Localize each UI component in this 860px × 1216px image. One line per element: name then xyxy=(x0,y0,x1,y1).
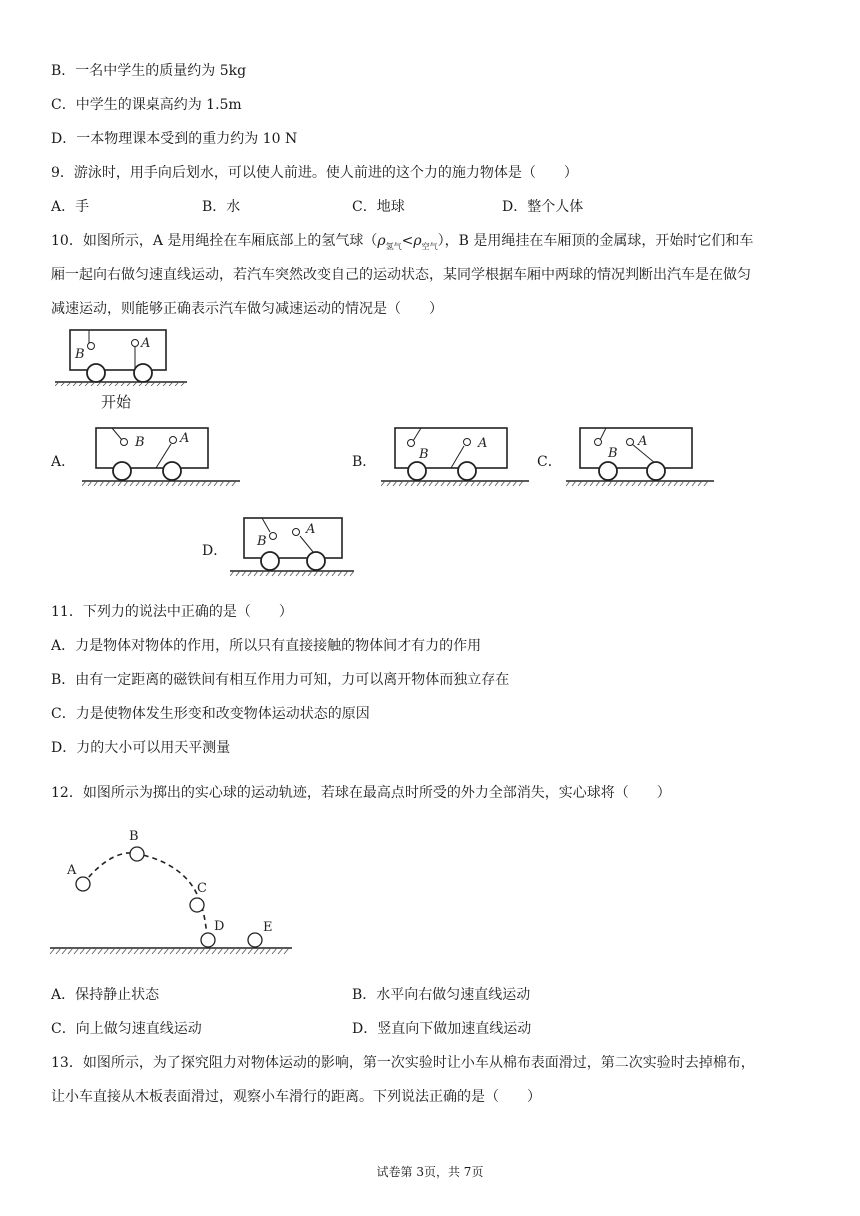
ball-d xyxy=(201,933,215,947)
svg-text:B: B xyxy=(135,435,145,450)
q10-option-c-figure xyxy=(566,420,716,490)
svg-text:A: A xyxy=(638,434,648,449)
q10-line2: 厢一起向右做匀速直线运动，若汽车突然改变自己的运动状态，某同学根据车厢中两球的情况判断出汽车是在做匀 xyxy=(51,267,751,283)
q10-option-d-figure xyxy=(230,510,360,580)
svg-text:B: B xyxy=(419,447,429,462)
q10-line1: 10．如图所示，A 是用绳拴在车厢底部上的氢气球$(\rho_{氢气}<\rho_{空气})$，B 是用绳挂在车厢顶的金属球，开始时它们和车 xyxy=(51,233,754,251)
q8-option-c: C．中学生的课桌高约为 1.5m xyxy=(51,97,242,113)
q11-option-a: A．力是物体对物体的作用，所以只有直接接触的物体间才有力的作用 xyxy=(51,638,482,654)
q13-line2: 让小车直接从木板表面滑过，观察小车滑行的距离。下列说法正确的是（ ） xyxy=(51,1089,541,1105)
ball-label-b: B xyxy=(75,347,85,362)
q9-stem: 9．游泳时，用手向后划水，可以使人前进。使人前进的这个力的施力物体是（ ） xyxy=(51,165,578,181)
q10-option-a-label: A． xyxy=(51,454,76,470)
q13-line1: 13．如图所示，为了探究阻力对物体运动的影响，第一次实验时让小车从棉布表面滑过，第二次实验时去掉棉布， xyxy=(51,1055,755,1071)
q9-option-d: D．整个人体 xyxy=(502,199,584,215)
ball-label-a: A xyxy=(141,336,151,351)
svg-text:B: B xyxy=(257,534,267,549)
q11-option-d: D．力的大小可以用天平测量 xyxy=(51,740,231,756)
q10-line3: 减速运动，则能够正确表示汽车做匀减速运动的情况是（ ） xyxy=(51,301,443,317)
q9-option-a: A．手 xyxy=(51,199,90,215)
svg-text:A: A xyxy=(180,431,190,446)
page-footer: 试卷第 3页，共 7页 xyxy=(376,1165,484,1179)
q10-option-d-label: D． xyxy=(202,543,228,559)
q11-option-b: B．由有一定距离的磁铁间有相互作用力可知，力可以离开物体而独立存在 xyxy=(51,672,510,688)
q11-option-c: C．力是使物体发生形变和改变物体运动状态的原因 xyxy=(51,706,370,722)
svg-text:B: B xyxy=(608,446,618,461)
q10-option-b-label: B． xyxy=(352,454,377,470)
svg-text:A: A xyxy=(478,436,488,451)
q9-option-b: B．水 xyxy=(202,199,241,215)
q12-stem: 12．如图所示为掷出的实心球的运动轨迹，若球在最高点时所受的外力全部消失，实心球将（ ） xyxy=(51,785,671,801)
point-label-d: D xyxy=(214,919,225,934)
q12-option-a: A．保持静止状态 xyxy=(51,987,160,1003)
q8-option-b: B．一名中学生的质量约为 5kg xyxy=(51,63,247,79)
q12-option-c: C．向上做匀速直线运动 xyxy=(51,1021,202,1037)
q12-option-d: D．竖直向下做加速直线运动 xyxy=(352,1021,532,1037)
ball-b xyxy=(130,847,144,861)
q10-option-a-figure xyxy=(82,420,242,490)
q12-trajectory-figure xyxy=(50,826,295,962)
q10-option-c-label: C． xyxy=(537,454,562,470)
point-label-b: B xyxy=(129,829,139,844)
q10-option-b-figure xyxy=(381,420,531,490)
q9-option-c: C．地球 xyxy=(352,199,405,215)
q8-option-d: D．一本物理课本受到的重力约为 10 N xyxy=(51,131,298,147)
point-label-c: C xyxy=(197,881,207,896)
svg-text:A: A xyxy=(306,522,316,537)
point-label-a: A xyxy=(67,863,77,878)
q11-stem: 11．下列力的说法中正确的是（ ） xyxy=(51,604,293,620)
q10-start-figure xyxy=(55,326,195,386)
q10-start-caption: 开始 xyxy=(101,393,132,411)
point-label-e: E xyxy=(263,920,273,935)
q12-option-b: B．水平向右做匀速直线运动 xyxy=(352,987,531,1003)
ball-c xyxy=(190,898,204,912)
ball-e xyxy=(248,933,262,947)
ball-a xyxy=(76,877,90,891)
